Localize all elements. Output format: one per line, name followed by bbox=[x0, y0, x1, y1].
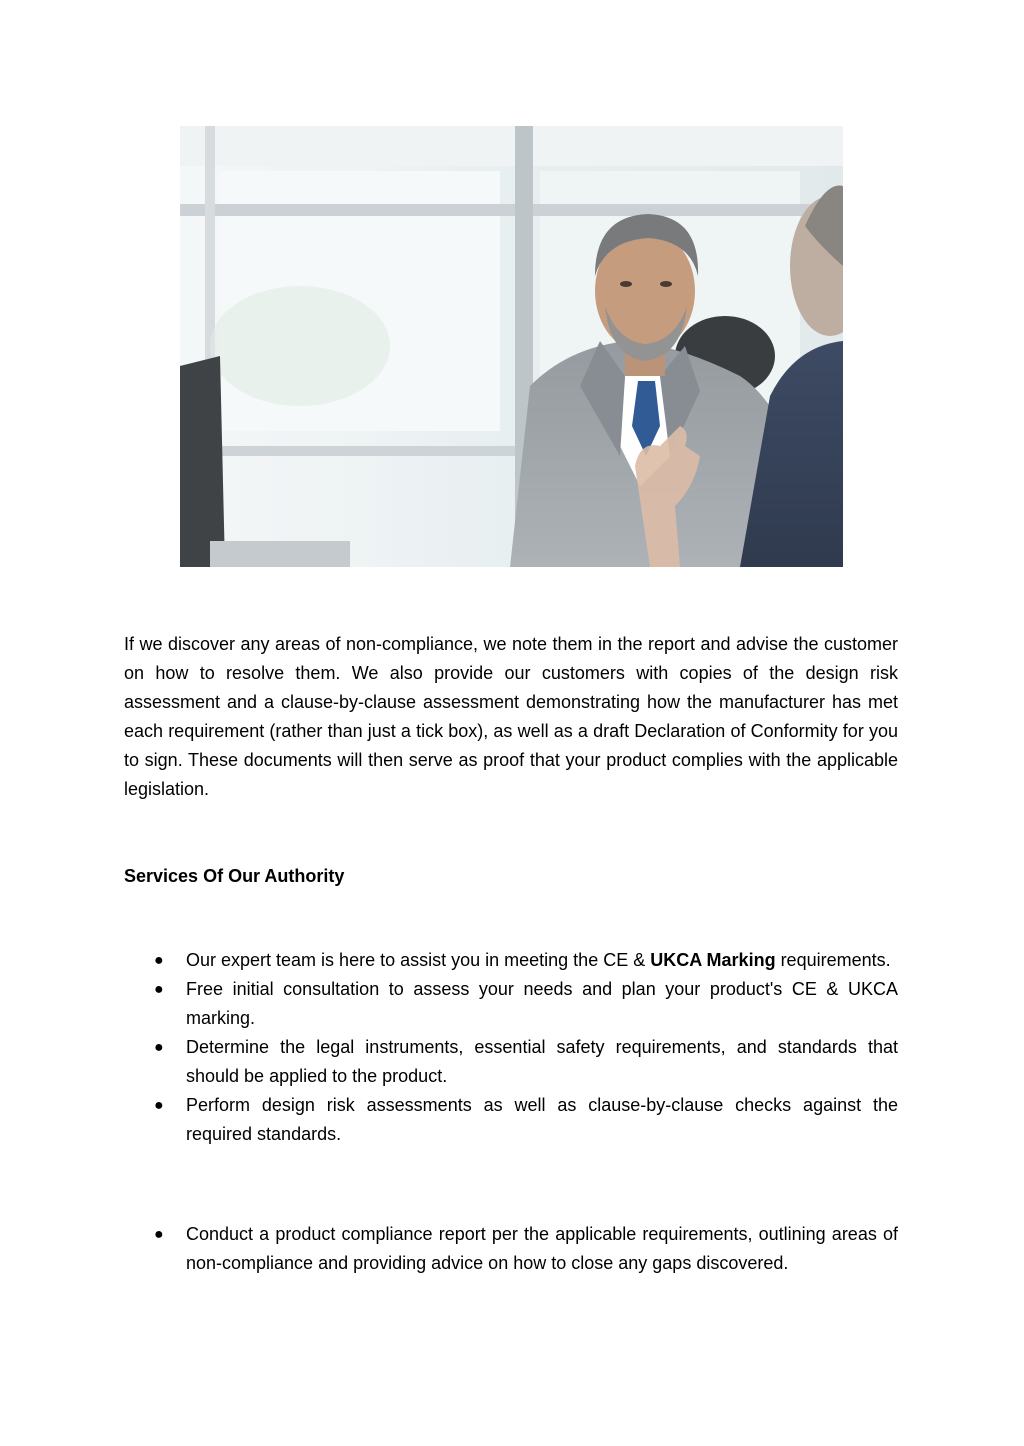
service-text: Our expert team is here to assist you in meeting the CE & bbox=[186, 950, 651, 970]
bullet-icon: ● bbox=[154, 981, 164, 998]
list-item bbox=[124, 1033, 898, 1091]
list-item bbox=[124, 975, 898, 1033]
services-list-continued bbox=[124, 1220, 898, 1278]
services-heading: Services Of Our Authority bbox=[124, 866, 345, 886]
service-text: Conduct a product compliance report per the applicable requirements, outlining areas of non-compliance and providing advice on how to close any gaps discovered. bbox=[186, 1224, 898, 1273]
office-consultation-photo bbox=[180, 126, 843, 567]
service-text: requirements. bbox=[775, 950, 891, 970]
bullet-icon: ● bbox=[154, 952, 164, 969]
service-text: Determine the legal instruments, essential safety requirements, and standards that should be applied to the product. bbox=[186, 1037, 898, 1086]
list-item bbox=[124, 1220, 898, 1278]
bullet-icon: ● bbox=[154, 1226, 164, 1243]
bullet-icon: ● bbox=[154, 1039, 164, 1056]
list-item bbox=[124, 1091, 898, 1149]
list-item bbox=[124, 946, 898, 975]
bullet-icon: ● bbox=[154, 1097, 164, 1114]
services-list bbox=[124, 946, 898, 1149]
intro-paragraph: If we discover any areas of non-compliance, we note them in the report and advise the customer on how to resolve them. We also provide our customers with copies of the design risk assessment and a clause-by-clause assessment demonstrating how the manufacturer has met each requirement (rather than just a tick box), as well as a draft Declaration of Conformity for you to sign. These documents will then serve as proof that your product complies with the applicable legislation. bbox=[124, 634, 898, 799]
ukca-marking-bold: UKCA Marking bbox=[650, 950, 776, 970]
service-text: Free initial consultation to assess your needs and plan your product's CE & UKCA marking. bbox=[186, 979, 898, 1028]
service-text: Perform design risk assessments as well as clause-by-clause checks against the required standards. bbox=[186, 1095, 898, 1144]
